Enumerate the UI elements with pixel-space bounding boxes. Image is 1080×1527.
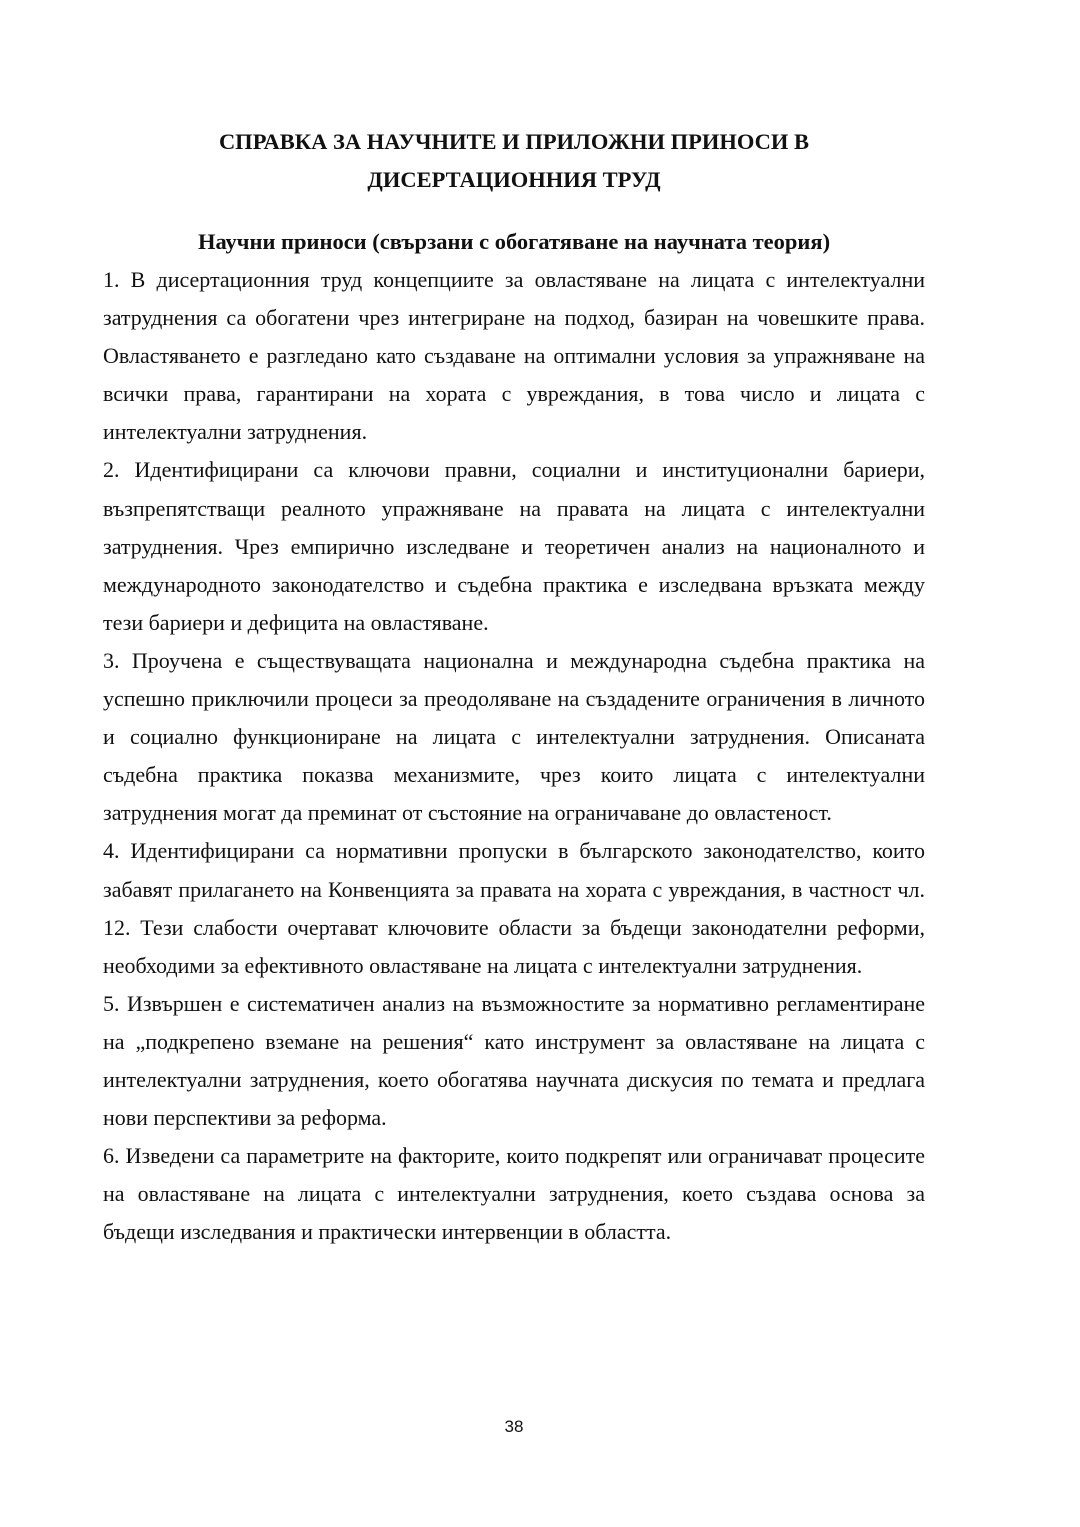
title-line-2: ДИСЕРТАЦИОННИЯ ТРУД bbox=[367, 167, 661, 193]
body-text bbox=[103, 261, 925, 1251]
paragraph-1: 1. В дисертационния труд концепциите за овластяване на лицата с интелектуални затруднения са обогатени чрез интегриране на подход, базиран на човешките права. Овластяването е разгледано като създаване на оптимални условия за упражняване на всички права, гарантирани на хората с увреждания, в това число и лицата с интелектуални затруднения. bbox=[103, 267, 925, 445]
paragraph-4: 4. Идентифицирани са нормативни пропуски в българското законодателство, които забавят прилагането на Конвенцията за правата на хората с увреждания, в частност чл. 12. Тези слабости очертават ключовите области за бъдещи законодателни реформи, необходими за ефективното овластяване на лицата с интелектуални затруднения. bbox=[103, 838, 925, 978]
title-line-1: СПРАВКА ЗА НАУЧНИТЕ И ПРИЛОЖНИ ПРИНОСИ В bbox=[218, 129, 810, 155]
page-number: 38 bbox=[504, 1417, 524, 1436]
paragraph-6: 6. Изведени са параметрите на факторите, които подкрепят или ограничават процесите на овластяване на лицата с интелектуални затруднения, което създава основа за бъдещи изследвания и практически интервенции в областта. bbox=[103, 1143, 925, 1245]
paragraph-2: 2. Идентифицирани са ключови правни, социални и институционални бариери, възпрепятстващи реалното упражняване на правата на лицата с интелектуални затруднения. Чрез емпирично изследване и теоретичен анализ на националното и международното законодателство и съдебна практика е изследвана връзката между тези бариери и дефицита на овластяване. bbox=[103, 457, 925, 635]
paragraph-5: 5. Извършен е систематичен анализ на възможностите за нормативно регламентиране на „подкрепено вземане на решения“ като инструмент за овластяване на лицата с интелектуални затруднения, което обогатява научната дискусия по темата и предлага нови перспективи за реформа. bbox=[103, 990, 925, 1131]
page-title bbox=[0, 123, 1028, 199]
section-heading: Научни приноси (свързани с обогатяване на научната теория) bbox=[197, 229, 831, 254]
paragraph-3: 3. Проучена е съществуващата национална и международна съдебна практика на успешно приключили процеси за преодоляване на създадените ограничения в личното и социално функциониране на лицата с интелектуални затруднения. Описаната съдебна практика показва механизмите, чрез които лицата с интелектуални затруднения могат да преминат от състояние на ограничаване до овластеност. bbox=[103, 647, 925, 826]
